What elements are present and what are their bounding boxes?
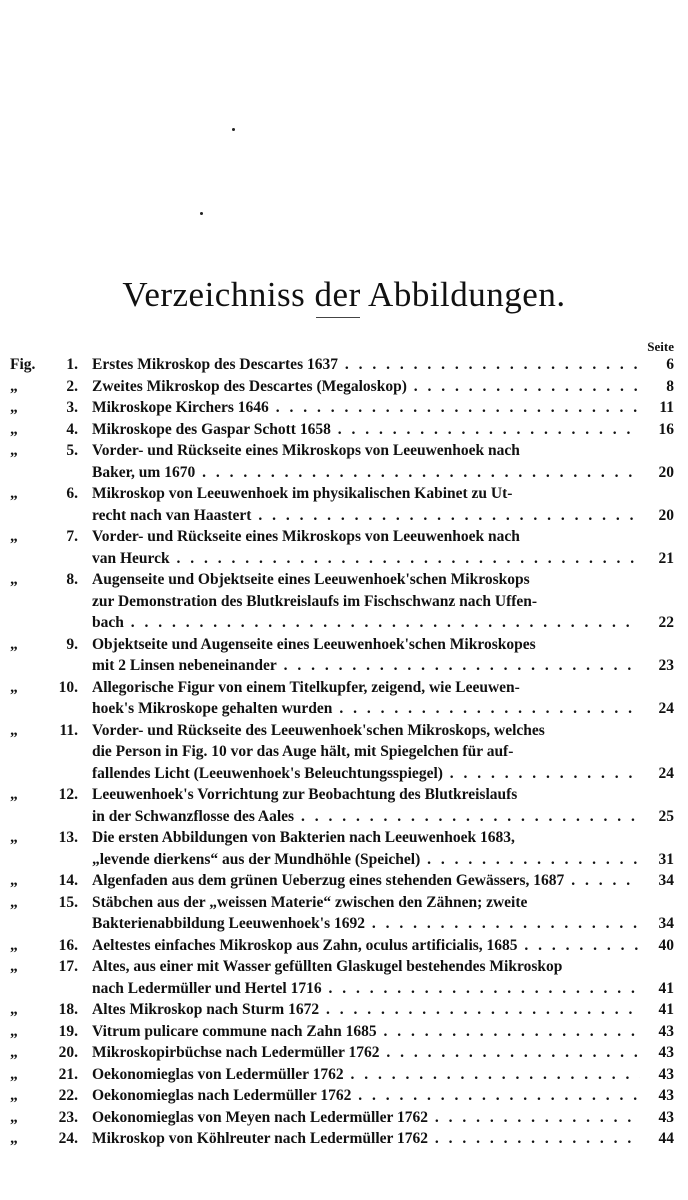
caption-line: Altes Mikroskop nach Sturm 1672 . . . — [92, 999, 640, 1021]
ditto-mark: „ — [10, 872, 18, 889]
figure-caption — [92, 1021, 640, 1043]
figure-caption — [92, 483, 640, 526]
caption-line: Mikroskope des Gaspar Schott 1658 . . . — [92, 419, 640, 441]
caption-line: Aeltestes einfaches Mikroskop aus Zahn, oculus artificialis, 1685 . . . — [92, 935, 640, 957]
page-number: 20 — [658, 463, 674, 481]
caption-line: Altes, aus einer mit Wasser gefüllten Glaskugel bestehendes Mikroskop — [92, 958, 563, 975]
figure-entry — [0, 634, 688, 677]
caption-line: in der Schwanzflosse des Aales . . . — [92, 806, 640, 828]
caption-line: recht nach van Haastert . . . — [92, 505, 640, 527]
figure-entry — [0, 1064, 688, 1086]
page-number: 25 — [658, 807, 674, 825]
page-number: 21 — [658, 549, 674, 567]
caption-line: Baker, um 1670 . . . — [92, 462, 640, 484]
figure-entry — [0, 569, 688, 634]
page-number: 8 — [666, 377, 674, 395]
ditto-mark: „ — [10, 1044, 18, 1061]
caption-line: Mikroskop von Köhlreuter nach Ledermüller 1762 . . . — [92, 1128, 640, 1150]
figure-entry — [0, 1085, 688, 1107]
caption-line: Vorder- und Rückseite des Leeuwenhoek'schen Mikroskops, welches — [92, 721, 545, 739]
caption-line: fallendes Licht (Leeuwenhoek's Beleuchtungsspiegel) . . . — [92, 763, 640, 785]
figure-number: 15. — [58, 893, 78, 911]
page-number: 43 — [658, 1044, 674, 1061]
caption-line: Vorder- und Rückseite eines Mikroskops von Leeuwenhoek nach — [92, 442, 520, 459]
figure-caption — [92, 1107, 640, 1129]
ditto-mark: „ — [10, 958, 18, 975]
figure-entry — [0, 677, 688, 720]
figure-number: 23. — [58, 1108, 78, 1126]
ditto-mark: „ — [10, 571, 18, 588]
caption-line: „levende dierkens“ aus der Mundhöhle (Speichel) . . . — [92, 849, 640, 871]
figure-caption — [92, 419, 640, 441]
figure-number: 18. — [58, 1001, 78, 1018]
ditto-mark: „ — [10, 399, 18, 416]
ditto-mark: „ — [10, 1108, 18, 1126]
figure-entry — [0, 956, 688, 999]
figure-entry — [0, 827, 688, 870]
figure-entry — [0, 1042, 688, 1064]
ditto-mark: „ — [10, 829, 18, 846]
figure-number: 5. — [66, 442, 78, 459]
figure-number: 19. — [58, 1022, 78, 1040]
figure-caption — [92, 892, 640, 935]
ink-speck — [232, 128, 235, 131]
figure-entry — [0, 892, 688, 935]
figure-entry — [0, 1021, 688, 1043]
figure-caption — [92, 870, 640, 892]
figure-caption — [92, 1042, 640, 1064]
figure-number: 3. — [66, 399, 78, 416]
figure-number: 4. — [66, 420, 78, 438]
page-number: 40 — [658, 936, 674, 954]
figure-number: 14. — [58, 872, 78, 889]
page-number: 43 — [658, 1022, 674, 1040]
figure-entry — [0, 935, 688, 957]
figure-entry — [0, 720, 688, 785]
ditto-mark: „ — [10, 420, 18, 438]
caption-line: zur Demonstration des Blutkreislaufs im Fischschwanz nach Uffen- — [92, 592, 538, 610]
caption-line: Algenfaden aus dem grünen Ueberzug eines stehenden Gewässers, 1687 . . . — [92, 870, 640, 892]
figure-caption — [92, 354, 640, 376]
caption-line: Augenseite und Objektseite eines Leeuwenhoek'schen Mikroskops — [92, 571, 530, 588]
caption-line: Vorder- und Rückseite eines Mikroskops von Leeuwenhoek nach — [92, 528, 520, 545]
ditto-mark: „ — [10, 786, 18, 803]
caption-line: Objektseite und Augenseite eines Leeuwenhoek'schen Mikroskopes — [92, 635, 536, 653]
figure-number: 8. — [66, 571, 78, 588]
figure-number: 1. — [66, 356, 78, 373]
page-number: 34 — [658, 872, 674, 889]
caption-line: Stäbchen aus der „weissen Materie“ zwischen den Zähnen; zweite — [92, 893, 528, 911]
figure-number: 22. — [58, 1087, 78, 1104]
page-number: 20 — [658, 506, 674, 524]
page-number: 24 — [658, 700, 674, 717]
page-number: 22 — [658, 614, 674, 631]
ditto-mark: „ — [10, 893, 18, 911]
caption-line: Vitrum pulicare commune nach Zahn 1685 . . . — [92, 1021, 640, 1043]
caption-line: Mikroskop von Leeuwenhoek im physikalischen Kabinet zu Ut- — [92, 485, 513, 502]
caption-line: nach Ledermüller und Hertel 1716 . . . — [92, 978, 640, 1000]
caption-line: Mikroskopirbüchse nach Ledermüller 1762 . . . — [92, 1042, 640, 1064]
caption-line: bach . . . — [92, 612, 640, 634]
figure-caption — [92, 376, 640, 398]
figure-caption — [92, 1128, 640, 1150]
ditto-mark: „ — [10, 678, 18, 696]
figure-caption — [92, 999, 640, 1021]
page-number: 43 — [658, 1108, 674, 1126]
figure-entry — [0, 419, 688, 441]
ditto-mark: „ — [10, 1130, 18, 1147]
ditto-mark: „ — [10, 721, 18, 739]
figure-entry — [0, 1128, 688, 1150]
caption-line: van Heurck . . . — [92, 548, 640, 570]
page-number: 11 — [659, 399, 674, 416]
figure-caption — [92, 634, 640, 677]
figure-list — [0, 354, 688, 1150]
page-title: Verzeichniss der Abbildungen. — [122, 275, 566, 315]
ditto-mark: „ — [10, 1022, 18, 1040]
figure-number: 20. — [58, 1044, 78, 1061]
fig-label: Fig. — [10, 356, 36, 373]
caption-line: Oekonomieglas nach Ledermüller 1762 . . . — [92, 1085, 640, 1107]
caption-line: hoek's Mikroskope gehalten wurden . . . — [92, 698, 640, 720]
page-number: 43 — [658, 1065, 674, 1083]
caption-line: mit 2 Linsen nebeneinander . . . — [92, 655, 640, 677]
page-number: 44 — [658, 1130, 674, 1147]
figure-caption — [92, 397, 640, 419]
figure-number: 16. — [58, 936, 78, 954]
figure-entry — [0, 376, 688, 398]
ditto-mark: „ — [10, 485, 18, 502]
page-number: 41 — [658, 979, 674, 997]
caption-line: Oekonomieglas von Meyen nach Ledermüller 1762 . . . — [92, 1107, 640, 1129]
figure-entry — [0, 999, 688, 1021]
figure-caption — [92, 956, 640, 999]
figure-caption — [92, 569, 640, 634]
figure-entry — [0, 870, 688, 892]
ditto-mark: „ — [10, 377, 18, 395]
page-number: 16 — [658, 420, 674, 438]
ink-speck — [200, 212, 203, 215]
page-number: 43 — [658, 1087, 674, 1104]
ditto-mark: „ — [10, 936, 18, 954]
caption-line: Oekonomieglas von Ledermüller 1762 . . . — [92, 1064, 640, 1086]
caption-line: Allegorische Figur von einem Titelkupfer, zeigend, wie Leeuwen- — [92, 678, 520, 696]
figure-number: 2. — [66, 377, 78, 395]
figure-caption — [92, 1085, 640, 1107]
seite-column-header: Seite — [647, 339, 674, 354]
figure-entry — [0, 1107, 688, 1129]
caption-line: Leeuwenhoek's Vorrichtung zur Beobachtung des Blutkreislaufs — [92, 786, 518, 803]
caption-line: Die ersten Abbildungen von Bakterien nach Leeuwenhoek 1683, — [92, 829, 515, 846]
figure-entry — [0, 354, 688, 376]
ditto-mark: „ — [10, 1087, 18, 1104]
figure-number: 10. — [58, 678, 78, 696]
figure-entry — [0, 440, 688, 483]
page-number: 24 — [658, 764, 674, 782]
figure-caption — [92, 1064, 640, 1086]
title-rule — [316, 317, 360, 318]
figure-number: 9. — [66, 635, 78, 653]
ditto-mark: „ — [10, 442, 18, 459]
figure-caption — [92, 720, 640, 785]
figure-number: 13. — [58, 829, 78, 846]
figure-number: 11. — [59, 721, 78, 739]
ditto-mark: „ — [10, 1065, 18, 1083]
figure-caption — [92, 526, 640, 569]
figure-entry — [0, 483, 688, 526]
figure-number: 12. — [58, 786, 78, 803]
page-number: 34 — [658, 915, 674, 932]
figure-number: 6. — [66, 485, 78, 502]
page-number: 31 — [658, 850, 674, 868]
caption-line: Erstes Mikroskop des Descartes 1637 . . . — [92, 354, 640, 376]
page-number: 41 — [658, 1001, 674, 1018]
ditto-mark: „ — [10, 635, 18, 653]
figure-entry — [0, 526, 688, 569]
figure-caption — [92, 440, 640, 483]
caption-line: Zweites Mikroskop des Descartes (Megaloskop) . . . — [92, 376, 640, 398]
figure-number: 24. — [58, 1130, 78, 1147]
ditto-mark: „ — [10, 528, 18, 545]
figure-number: 17. — [58, 958, 78, 975]
figure-caption — [92, 827, 640, 870]
figure-number: 7. — [66, 528, 78, 545]
figure-entry — [0, 397, 688, 419]
page-number: 6 — [666, 356, 674, 373]
caption-line: Bakterienabbildung Leeuwenhoek's 1692 . . . — [92, 913, 640, 935]
figure-caption — [92, 935, 640, 957]
figure-caption — [92, 677, 640, 720]
figure-entry — [0, 784, 688, 827]
page-number: 23 — [658, 657, 674, 674]
figure-number: 21. — [58, 1065, 78, 1083]
caption-line: Mikroskope Kirchers 1646 . . . — [92, 397, 640, 419]
figure-caption — [92, 784, 640, 827]
ditto-mark: „ — [10, 1001, 18, 1018]
caption-line: die Person in Fig. 10 vor das Auge hält, mit Spiegelchen für auf- — [92, 743, 514, 760]
